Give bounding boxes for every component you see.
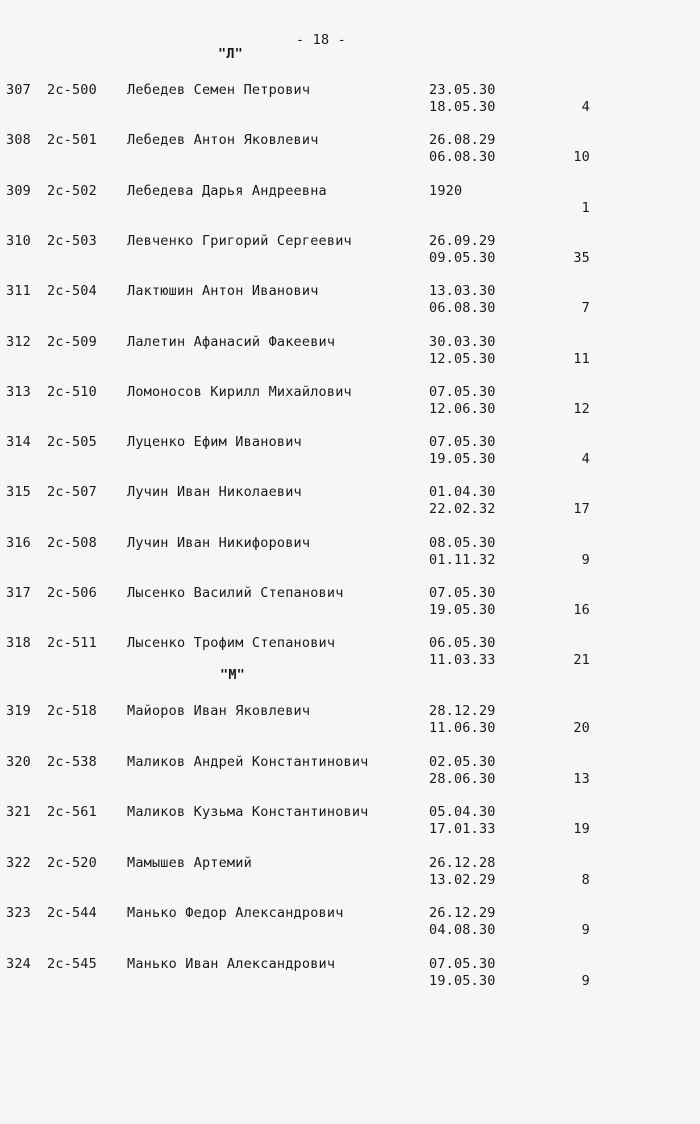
record-code: 2с-505: [47, 434, 97, 451]
record-date-start: 07.05.30: [429, 434, 496, 451]
record-date-start: 01.04.30: [429, 484, 496, 501]
record-date-end: 12.05.30: [429, 350, 496, 367]
record-number: 320: [6, 753, 31, 770]
record-date-start: 13.03.30: [429, 283, 496, 300]
record-number: 316: [6, 534, 31, 551]
record-count: 12: [573, 400, 590, 417]
record-code: 2с-504: [47, 283, 97, 300]
record-name: Лысенко Василий Степанович: [127, 585, 344, 601]
record-count: 4: [581, 99, 590, 115]
record-name: Лучин Иван Никифорович: [127, 534, 311, 551]
record-count: 20: [573, 720, 590, 736]
record-number: 322: [6, 854, 31, 871]
record-code: 2с-509: [47, 333, 97, 350]
record-name: Лучин Иван Николаевич: [127, 484, 302, 501]
record-date-start: 1920: [429, 182, 463, 199]
page-number: - 18 -: [296, 32, 346, 48]
record-number: 314: [6, 434, 31, 451]
record-count: 17: [573, 501, 590, 518]
record-date-end: 11.06.30: [429, 720, 496, 736]
record-number: 318: [6, 635, 31, 652]
record-count: 11: [573, 350, 590, 367]
record-code: 2с-502: [47, 182, 97, 199]
record-code: 2с-508: [47, 534, 97, 551]
record-date-end: 17.01.33: [429, 821, 496, 838]
record-number: 308: [6, 132, 31, 149]
section-letter: "М": [220, 667, 245, 683]
record-code: 2с-507: [47, 484, 97, 501]
record-code: 2с-500: [47, 82, 97, 98]
record-number: 311: [6, 283, 31, 300]
record-number: 317: [6, 585, 31, 601]
record-code: 2с-510: [47, 383, 97, 400]
record-name: Манько Федор Александрович: [127, 905, 344, 922]
record-date-end: 19.05.30: [429, 451, 496, 468]
record-number: 312: [6, 333, 31, 350]
record-count: 8: [581, 871, 590, 888]
record-name: Маликов Андрей Константинович: [127, 753, 369, 770]
record-date-end: 01.11.32: [429, 551, 496, 568]
record-date-start: 08.05.30: [429, 534, 496, 551]
record-count: 1: [581, 199, 590, 216]
record-name: Манько Иван Александрович: [127, 956, 336, 972]
record-code: 2с-545: [47, 956, 97, 972]
record-count: 9: [581, 922, 590, 939]
record-date-end: 22.02.32: [429, 501, 496, 518]
record-date-end: 13.02.29: [429, 871, 496, 888]
record-date-end: 19.05.30: [429, 602, 496, 618]
record-name: Лебедев Антон Яковлевич: [127, 132, 319, 149]
record-date-start: 02.05.30: [429, 753, 496, 770]
record-date-start: 26.08.29: [429, 132, 496, 149]
record-date-start: 28.12.29: [429, 703, 496, 719]
record-date-start: 07.05.30: [429, 383, 496, 400]
record-number: 315: [6, 484, 31, 501]
record-code: 2с-506: [47, 585, 97, 601]
record-number: 310: [6, 232, 31, 249]
record-count: 10: [573, 149, 590, 166]
record-code: 2с-501: [47, 132, 97, 149]
record-date-start: 06.05.30: [429, 635, 496, 652]
record-date-end: 19.05.30: [429, 973, 496, 989]
record-number: 309: [6, 182, 31, 199]
record-count: 21: [573, 652, 590, 669]
record-date-start: 05.04.30: [429, 804, 496, 821]
section-letter: "Л": [218, 46, 243, 62]
record-name: Ломоносов Кирилл Михайлович: [127, 383, 352, 400]
record-date-start: 23.05.30: [429, 82, 496, 98]
record-count: 35: [573, 249, 590, 266]
record-number: 324: [6, 956, 31, 972]
record-name: Лактюшин Антон Иванович: [127, 283, 319, 300]
record-date-end: 11.03.33: [429, 652, 496, 669]
record-name: Майоров Иван Яковлевич: [127, 703, 311, 719]
record-count: 13: [573, 770, 590, 787]
record-date-start: 30.03.30: [429, 333, 496, 350]
record-number: 313: [6, 383, 31, 400]
record-code: 2с-518: [47, 703, 97, 719]
record-name: Лалетин Афанасий Факеевич: [127, 333, 336, 350]
record-date-end: 28.06.30: [429, 770, 496, 787]
record-code: 2с-538: [47, 753, 97, 770]
record-number: 321: [6, 804, 31, 821]
record-count: 16: [573, 602, 590, 618]
record-name: Мамышев Артемий: [127, 854, 252, 871]
record-date-start: 07.05.30: [429, 585, 496, 601]
record-name: Лысенко Трофим Степанович: [127, 635, 336, 652]
record-date-start: 26.12.28: [429, 854, 496, 871]
record-code: 2с-511: [47, 635, 97, 652]
record-date-end: 06.08.30: [429, 149, 496, 166]
record-count: 7: [581, 300, 590, 317]
record-name: Левченко Григорий Сергеевич: [127, 232, 352, 249]
record-date-end: 18.05.30: [429, 99, 496, 115]
record-date-start: 26.09.29: [429, 232, 496, 249]
record-date-start: 07.05.30: [429, 956, 496, 972]
record-date-end: 06.08.30: [429, 300, 496, 317]
record-count: 9: [581, 973, 590, 989]
record-number: 323: [6, 905, 31, 922]
record-number: 319: [6, 703, 31, 719]
record-count: 19: [573, 821, 590, 838]
record-date-end: 12.06.30: [429, 400, 496, 417]
record-date-end: 04.08.30: [429, 922, 496, 939]
record-code: 2с-544: [47, 905, 97, 922]
record-number: 307: [6, 82, 31, 98]
record-name: Лебедев Семен Петрович: [127, 82, 311, 98]
record-date-end: 09.05.30: [429, 249, 496, 266]
record-name: Луценко Ефим Иванович: [127, 434, 302, 451]
record-code: 2с-561: [47, 804, 97, 821]
record-code: 2с-520: [47, 854, 97, 871]
record-name: Маликов Кузьма Константинович: [127, 804, 369, 821]
record-count: 9: [581, 551, 590, 568]
record-code: 2с-503: [47, 232, 97, 249]
record-date-start: 26.12.29: [429, 905, 496, 922]
record-count: 4: [581, 451, 590, 468]
record-name: Лебедева Дарья Андреевна: [127, 182, 327, 199]
